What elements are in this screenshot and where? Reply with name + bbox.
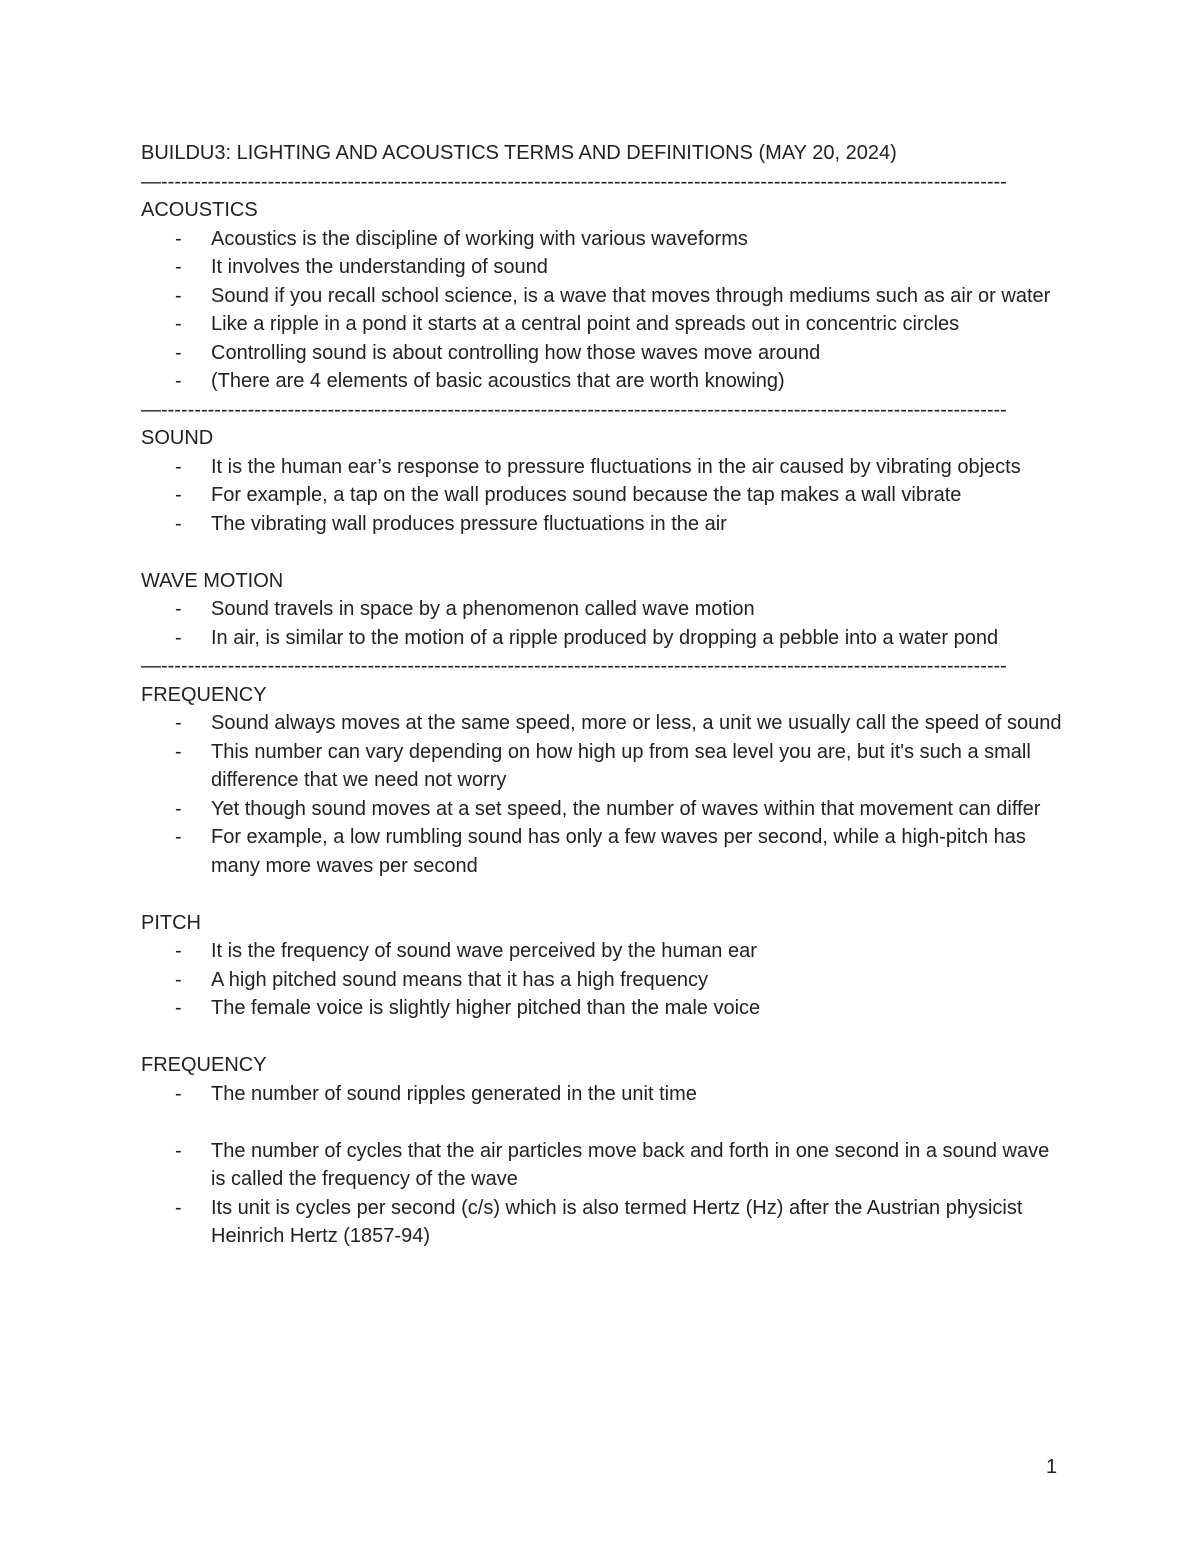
list-item: - In air, is similar to the motion of a ripple produced by dropping a pebble into a water pond [141,624,1066,653]
bullet-list-frequency-2 [141,1080,1066,1109]
blank-line [141,538,1066,567]
list-item: - The number of cycles that the air particles move back and forth in one second in a sound wave is called the frequency of the wave [141,1137,1066,1194]
page-number: 1 [1046,1456,1058,1478]
list-item: - For example, a tap on the wall produces sound because the tap makes a wall vibrate [141,481,1066,510]
list-item: - For example, a low rumbling sound has only a few waves per second, while a high-pitch has many more waves per second [141,823,1066,880]
section-wave-motion [141,567,1066,653]
bullet-list-wave-motion [141,595,1066,652]
bullet-dash: - [175,512,182,535]
bullet-dash: - [175,1082,182,1105]
bullet-dash: - [175,797,182,820]
document-title: BUILDU3: LIGHTING AND ACOUSTICS TERMS AND DEFINITIONS (MAY 20, 2024) [141,142,897,164]
bullet-dash: - [175,1196,182,1219]
list-item: - Sound if you recall school science, is a wave that moves through mediums such as air or water [141,282,1066,311]
blank-line [141,1023,1066,1052]
section-heading-frequency-2: FREQUENCY [141,1054,267,1076]
section-divider: —------------------------------------------------------------------------------------------------------------------------------- [141,398,1007,421]
list-item: - It involves the understanding of sound [141,253,1066,282]
bullet-dash: - [175,284,182,307]
list-item: - Like a ripple in a pond it starts at a central point and spreads out in concentric circles [141,310,1066,339]
list-item: - The female voice is slightly higher pitched than the male voice [141,994,1066,1023]
list-item: - Acoustics is the discipline of working with various waveforms [141,225,1066,254]
bullet-dash: - [175,626,182,649]
list-item: - (There are 4 elements of basic acoustics that are worth knowing) [141,367,1066,396]
document-page [141,139,1066,1251]
list-item: - The number of sound ripples generated in the unit time [141,1080,1066,1109]
section-heading-acoustics: ACOUSTICS [141,199,258,221]
section-sound [141,424,1066,538]
section-frequency-2 [141,1051,1066,1251]
section-heading-wave-motion: WAVE MOTION [141,569,284,592]
bullet-dash: - [175,712,182,734]
bullet-dash: - [175,313,182,335]
bullet-dash: - [175,484,182,506]
bullet-list-acoustics [141,225,1066,396]
bullet-dash: - [175,598,182,620]
section-frequency [141,681,1066,881]
list-item: - Controlling sound is about controlling how those waves move around [141,339,1066,368]
bullet-dash: - [175,227,182,250]
list-item: - Sound always moves at the same speed, more or less, a unit we usually call the speed of sound [141,709,1066,738]
bullet-dash: - [175,997,182,1019]
section-divider: —------------------------------------------------------------------------------------------------------------------------------- [141,655,1007,677]
list-item: - A high pitched sound means that it has a high frequency [141,966,1066,995]
bullet-list-pitch [141,937,1066,1023]
section-heading-sound: SOUND [141,427,214,449]
list-item: - It is the human ear’s response to pressure fluctuations in the air caused by vibrating objects [141,453,1066,482]
list-item: - Sound travels in space by a phenomenon called wave motion [141,595,1066,624]
bullet-list-frequency-2-continued [141,1137,1066,1251]
blank-line [141,880,1066,909]
section-pitch [141,909,1066,1023]
bullet-dash: - [175,940,182,962]
list-item: - This number can vary depending on how high up from sea level you are, but it's such a small difference that we need not worry [141,738,1066,795]
list-item: - Its unit is cycles per second (c/s) which is also termed Hertz (Hz) after the Austrian physicist Heinrich Hertz (1857-94) [141,1194,1066,1251]
section-divider: —------------------------------------------------------------------------------------------------------------------------------- [141,170,1007,193]
section-acoustics [141,196,1066,396]
section-heading-pitch: PITCH [141,911,201,934]
bullet-dash: - [175,341,182,364]
bullet-dash: - [175,256,182,278]
bullet-dash: - [175,826,182,848]
bullet-list-frequency [141,709,1066,880]
list-item: - Yet though sound moves at a set speed, the number of waves within that movement can differ [141,795,1066,824]
list-item: - It is the frequency of sound wave perceived by the human ear [141,937,1066,966]
section-heading-frequency: FREQUENCY [141,683,267,706]
bullet-dash: - [175,370,182,392]
bullet-dash: - [175,1139,182,1162]
bullet-dash: - [175,455,182,478]
blank-line [141,1108,1066,1137]
bullet-dash: - [175,968,182,991]
bullet-dash: - [175,740,182,763]
bullet-list-sound [141,453,1066,539]
list-item: - The vibrating wall produces pressure fluctuations in the air [141,510,1066,539]
